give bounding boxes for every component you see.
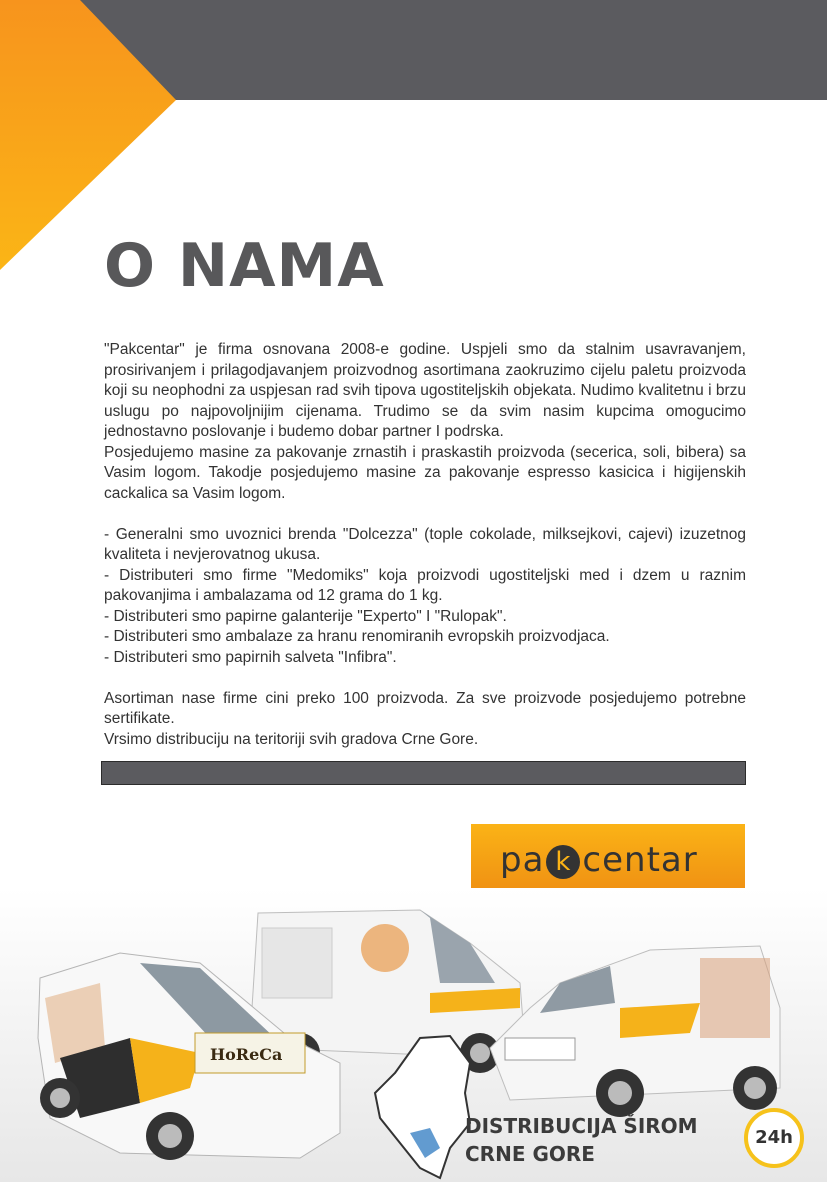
intro-paragraph: "Pakcentar" je firma osnovana 2008-e godine. Uspjeli smo da stalnim usavravanjem, prosirivanjem i prilagodjavanjem proizvodnog asortimana zaokruzimo cijelu paletu proizvoda koji su neophodni za uspjesan rad svih tipova ugostiteljskih objekata. Nudimo kvalitetnu i brzu uslugu po najpovoljnijim cijenama. Trudimo se da svim nasim kupcima omogucimo jednostavno poslovanje i budemo dobar partner I podrska. <box>104 341 746 440</box>
list-item: - Distributeri smo ambalaze za hranu renomiranih evropskih proizvodjaca. <box>104 628 610 645</box>
list-item: - Distributeri smo firme "Medomiks" koja proizvodi ugostiteljski med i dzem u raznim pakovanjima i ambalazama od 12 grama do 1 kg. <box>104 566 746 604</box>
pakcentar-logo <box>500 840 698 880</box>
page-title: O NAMA <box>104 231 385 301</box>
logo-part-centar: centar <box>582 840 698 880</box>
distribution-heading <box>465 1112 698 1168</box>
about-text <box>104 340 746 750</box>
distribution-paragraph: Vrsimo distribuciju na teritoriji svih gradova Crne Gore. <box>104 730 479 748</box>
list-item: - Distributeri smo papirne galanterije "Experto" I "Rulopak". <box>104 607 507 625</box>
logo-part-pa: pa <box>500 840 545 880</box>
distribution-line-2: CRNE GORE <box>465 1142 595 1166</box>
list-item: - Generalni smo uvoznici brenda "Dolcezza" (tople cokolade, milksejkovi, cajevi) izuzetnog kvaliteta i nevjerovatnog ukusa. <box>104 525 746 563</box>
distribution-line-1: DISTRIBUCIJA ŠIROM <box>465 1114 698 1138</box>
delivery-vans-photo <box>0 888 827 1182</box>
assortment-paragraph: Asortiman nase firme cini preko 100 proizvoda. Za sve proizvode posjedujemo potrebne sertifikate. <box>104 689 746 727</box>
list-item: - Distributeri smo papirnih salveta "Infibra". <box>104 648 397 666</box>
24h-badge: 24h <box>744 1108 804 1168</box>
logo-part-k: k <box>546 845 580 879</box>
machines-paragraph: Posjedujemo masine za pakovanje zrnastih i praskastih proizvoda (secerica, soli, bibera) sa Vasim logom. Takodje posjedujemo masine za pakovanje espresso kasicica i higijenskih cackalica sa Vasim logom. <box>104 443 746 502</box>
horeca-label: HoReCa <box>210 1045 283 1064</box>
divider-bar <box>101 761 746 785</box>
